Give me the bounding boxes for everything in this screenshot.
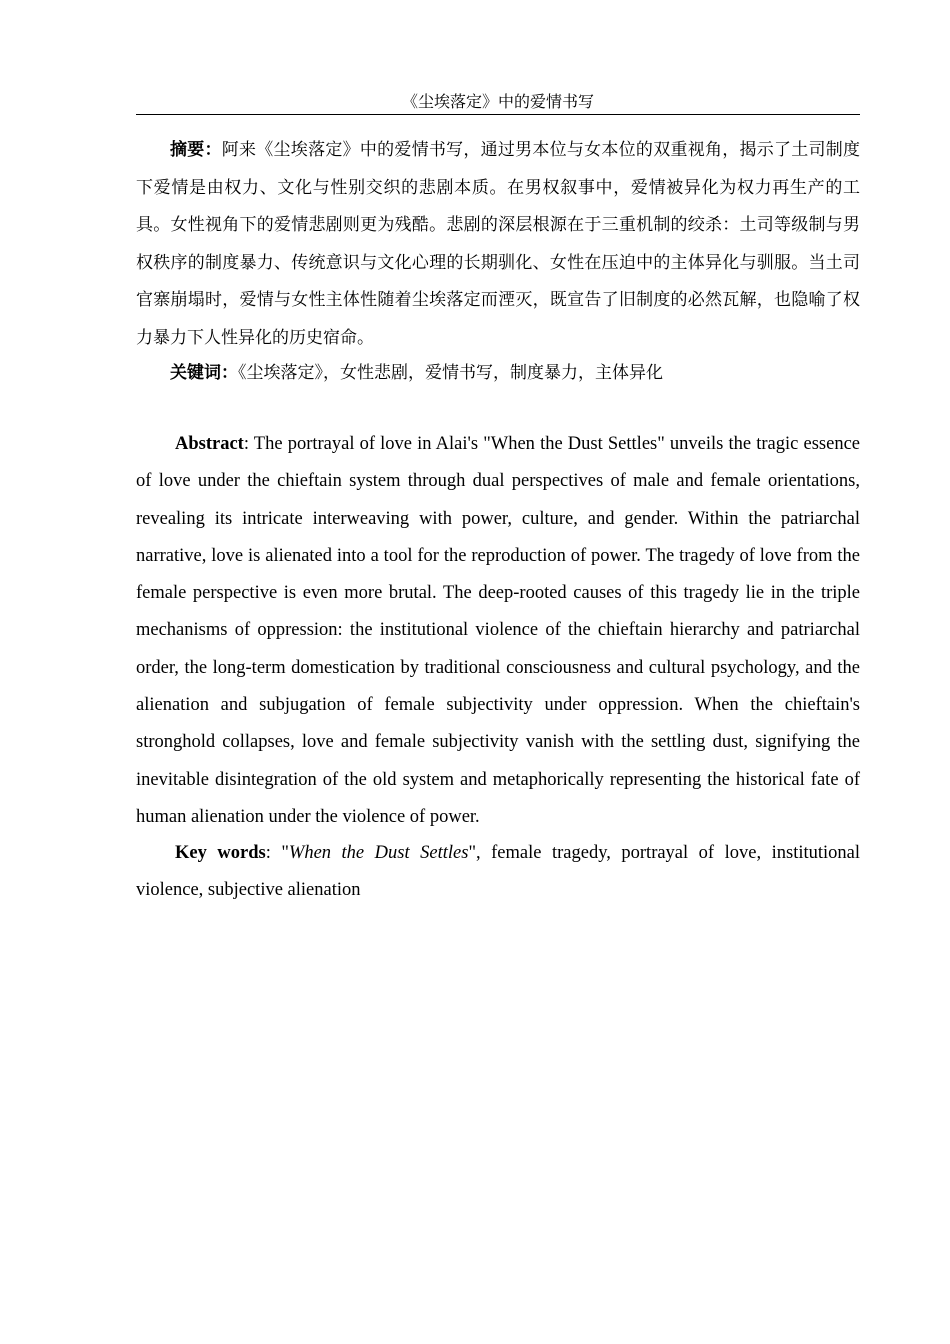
english-keywords-title: When the Dust Settles (288, 843, 469, 863)
english-keywords-text: ", female tragedy, portrayal of love, institutional violence, subjective alienation (136, 843, 860, 901)
header-title: 《尘埃落定》中的爱情书写 (401, 92, 594, 111)
english-abstract-label: Abstract (175, 434, 244, 454)
english-keywords (136, 835, 860, 910)
english-abstract-text: The portrayal of love in Alai's "When the Dust Settles" unveils the tragic essence of love under the chieftain system through dual perspectives of male and female orientations, revealing its intricate interweaving with power, culture, and gender. Within the patriarchal narrative, love is alienated into a tool for the reproduction of power. The tragedy of love from the female perspective is even more brutal. The deep-rooted causes of this tragedy lie in the triple mechanisms of oppression: the institutional violence of the chieftain hierarchy and patriarchal order, the long-term domestication by traditional consciousness and cultural psychology, and the alienation and subjugation of female subjectivity under oppression. When the chieftain's stronghold collapses, love and female subjectivity vanish with the settling dust, signifying the inevitable disintegration of the old system and metaphorically representing the historical fate of human alienation under the violence of power. (136, 434, 860, 827)
chinese-keywords (136, 355, 860, 393)
chinese-keywords-text: 《尘埃落定》，女性悲剧，爱情书写，制度暴力，主体异化 (238, 363, 663, 383)
english-abstract (136, 426, 860, 836)
english-keywords-separator: : " (265, 843, 289, 863)
chinese-abstract (136, 132, 860, 357)
chinese-abstract-text: 阿来《尘埃落定》中的爱情书写，通过男本位与女本位的双重视角，揭示了土司制度下爱情是由权力、文化与性别交织的悲剧本质。在男权叙事中，爱情被异化为权力再生产的工具。女性视角下的爱情悲剧则更为残酷。悲剧的深层根源在于三重机制的绞杀：土司等级制与男权秩序的制度暴力、传统意识与文化心理的长期驯化、女性在压迫中的主体异化与驯服。当土司官寨崩塌时，爱情与女性主体性随着尘埃落定而湮灭，既宣告了旧制度的必然瓦解，也隐喻了权力暴力下人性异化的历史宿命。 (136, 140, 861, 348)
english-abstract-separator: : (243, 434, 254, 454)
chinese-abstract-label: 摘要： (170, 140, 222, 160)
chinese-keywords-label: 关键词： (170, 363, 238, 383)
english-keywords-label: Key words (175, 843, 266, 863)
page-header (136, 90, 860, 115)
